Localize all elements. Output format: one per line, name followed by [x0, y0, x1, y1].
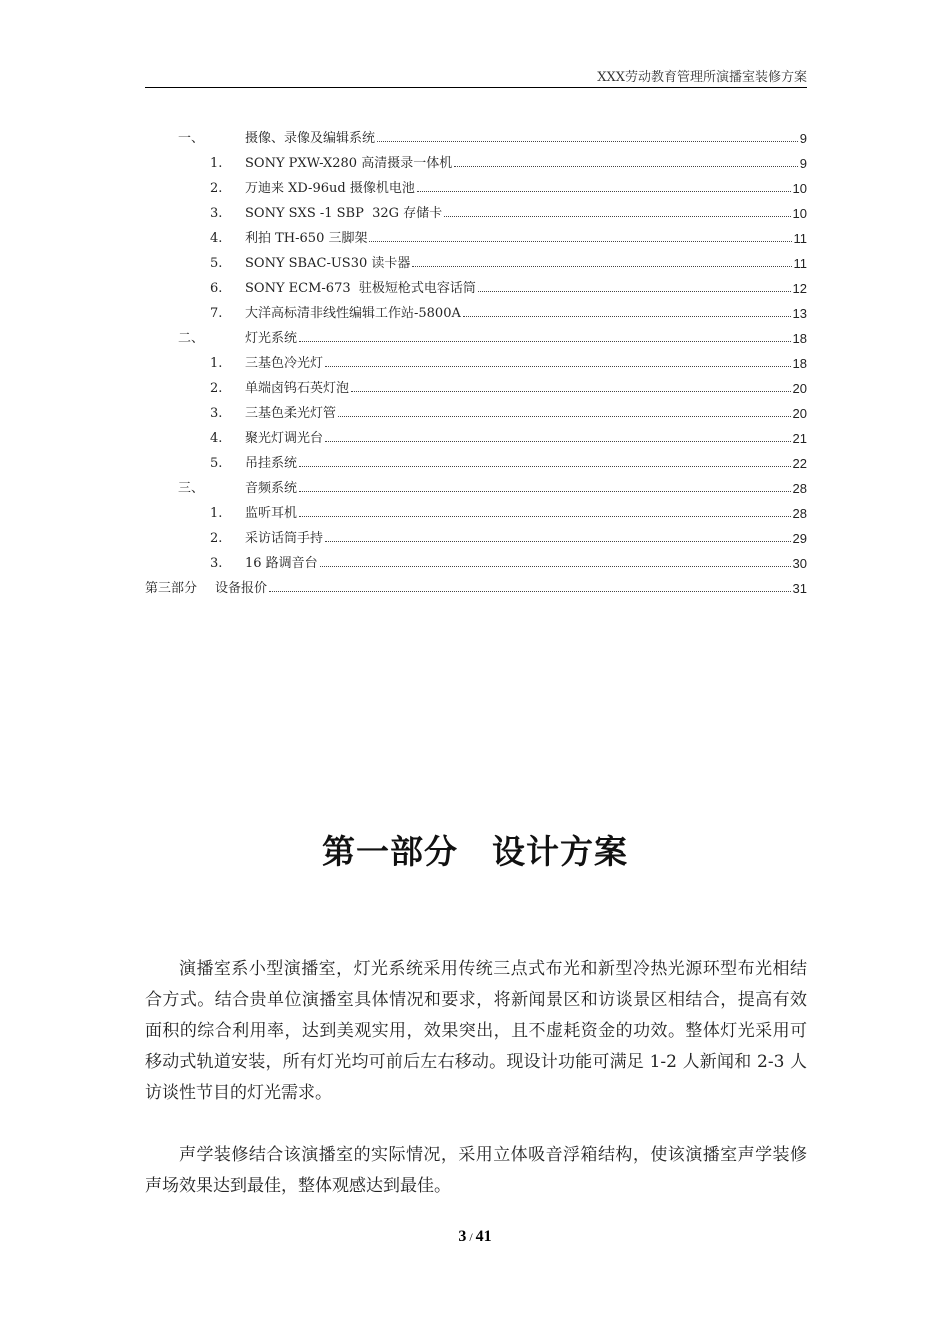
toc-entry-number: 5.: [210, 456, 223, 471]
toc-entry-number: 三、: [178, 481, 205, 496]
toc-entry-title: 万迪来 XD-96ud 摄像机电池: [245, 181, 415, 196]
toc-entry-page: 28: [792, 481, 807, 496]
toc-entry-title: 16 路调音台: [245, 556, 318, 571]
toc-entry[interactable]: [210, 201, 807, 221]
toc-leader-dots: [412, 266, 791, 267]
toc-entry-number: 3.: [210, 206, 223, 221]
toc-entry-page: 9: [799, 131, 807, 146]
toc-entry-page: 28: [792, 506, 807, 521]
toc-leader-dots: [269, 591, 791, 592]
toc-entry[interactable]: [210, 351, 807, 371]
toc-entry-number: 2.: [210, 381, 223, 396]
toc-leader-dots: [325, 366, 791, 367]
toc-entry[interactable]: [210, 226, 807, 246]
toc-entry-page: 13: [792, 306, 807, 321]
toc-entry-page: 10: [792, 181, 807, 196]
toc-leader-dots: [325, 441, 791, 442]
toc-entry-title: 摄像、录像及编辑系统: [245, 131, 376, 146]
header-rule: [145, 87, 807, 88]
toc-entry-number: 6.: [210, 281, 223, 296]
toc-entry-page: 11: [793, 231, 807, 246]
toc-entry[interactable]: [210, 251, 807, 271]
toc-entry-number: 1.: [210, 506, 223, 521]
toc-entry-number: 3.: [210, 406, 223, 421]
toc-entry[interactable]: [210, 451, 807, 471]
body-paragraph: 声学装修结合该演播室的实际情况，采用立体吸音浮箱结构，使该演播室声学装修声场效果达到最佳，整体观感达到最佳。: [145, 1145, 807, 1196]
toc-entry[interactable]: [178, 476, 807, 496]
toc-leader-dots: [478, 291, 791, 292]
toc-entry[interactable]: [178, 126, 807, 146]
toc-entry-page: 29: [792, 531, 807, 546]
toc-entry-title: SONY PXW-X280 高清摄录一体机: [245, 156, 453, 171]
toc-entry-title: 监听耳机: [245, 506, 298, 521]
toc-entry-number: 一、: [178, 131, 205, 146]
toc-entry-page: 12: [792, 281, 807, 296]
toc-entry-number: 4.: [210, 231, 223, 246]
toc-entry-title: 采访话筒手持: [245, 531, 324, 546]
toc-entry-number: 7.: [210, 306, 223, 321]
toc-entry-page: 18: [792, 356, 807, 371]
toc-entry[interactable]: [210, 551, 807, 571]
toc-entry[interactable]: [210, 526, 807, 546]
toc-leader-dots: [299, 341, 791, 342]
toc-entry-number: 3.: [210, 556, 223, 571]
toc-entry-title: 三基色柔光灯管: [245, 406, 337, 421]
toc-entry-number: 2.: [210, 181, 223, 196]
toc-entry-number: 4.: [210, 431, 223, 446]
toc-entry-number: 2.: [210, 531, 223, 546]
toc-entry-title: SONY SXS -1 SBP 32G 存储卡: [245, 206, 443, 221]
toc-entry-title: SONY SBAC-US30 读卡器: [245, 256, 411, 271]
toc-entry-page: 9: [799, 156, 807, 171]
page-separator: /: [466, 1230, 476, 1244]
toc-entry[interactable]: [210, 376, 807, 396]
toc-entry-number: 1.: [210, 156, 223, 171]
toc-leader-dots: [299, 466, 791, 467]
toc-entry-title: 大洋高标清非线性编辑工作站-5800A: [245, 306, 461, 321]
toc-entry-page: 31: [792, 581, 807, 596]
toc-entry-title: 设备报价: [215, 581, 268, 596]
toc-entry-title: SONY ECM-673 驻极短枪式电容话筒: [245, 281, 476, 296]
toc-entry[interactable]: [210, 426, 807, 446]
toc-entry-page: 30: [792, 556, 807, 571]
toc-leader-dots: [299, 516, 791, 517]
toc-entry[interactable]: [210, 151, 807, 171]
toc-entry-page: 20: [792, 406, 807, 421]
toc-entry[interactable]: [210, 401, 807, 421]
toc-leader-dots: [299, 491, 791, 492]
toc-entry[interactable]: [178, 326, 807, 346]
toc-entry-page: 21: [792, 431, 807, 446]
toc-entry-number: 5.: [210, 256, 223, 271]
toc-leader-dots: [377, 141, 798, 142]
toc-entry-title: 利拍 TH-650 三脚架: [245, 231, 368, 246]
toc-leader-dots: [463, 316, 791, 317]
toc-entry-page: 18: [792, 331, 807, 346]
toc-leader-dots: [369, 241, 791, 242]
document-header: [145, 66, 807, 87]
toc-entry[interactable]: [145, 576, 807, 596]
toc-entry-number: 第三部分: [145, 581, 198, 596]
toc-leader-dots: [325, 541, 791, 542]
toc-entry[interactable]: [210, 301, 807, 321]
header-title: XXX劳动教育管理所演播室装修方案: [597, 70, 807, 85]
toc-entry-number: 二、: [178, 331, 205, 346]
toc-leader-dots: [444, 216, 790, 217]
toc-entry-title: 三基色冷光灯: [245, 356, 324, 371]
toc-entry-page: 11: [793, 256, 807, 271]
page-number: [0, 1228, 950, 1246]
toc-leader-dots: [454, 166, 798, 167]
toc-leader-dots: [338, 416, 791, 417]
toc-entry[interactable]: [210, 501, 807, 521]
body-paragraph: 演播室系小型演播室，灯光系统采用传统三点式布光和新型冷热光源环型布光相结合方式。结合贵单位演播室具体情况和要求，将新闻景区和访谈景区相结合，提高有效面积的综合利用率，达到美观实用，效果突出，且不虚耗资金的功效。整体灯光采用可移动式轨道安装，所有灯光均可前后左右移动。现设计功能可满足 1-2 人新闻和 2-3 人访谈性节目的灯光需求。: [145, 959, 807, 1103]
toc-entry-page: 10: [792, 206, 807, 221]
toc-entry[interactable]: [210, 176, 807, 196]
toc-entry-title: 单端卤钨石英灯泡: [245, 381, 350, 396]
toc-leader-dots: [417, 191, 791, 192]
toc-leader-dots: [351, 391, 791, 392]
section-heading: 第一部分 设计方案: [322, 832, 628, 871]
page-current: 3: [458, 1228, 467, 1245]
toc-leader-dots: [320, 566, 791, 567]
toc-entry-title: 聚光灯调光台: [245, 431, 324, 446]
toc-entry-title: 灯光系统: [245, 331, 298, 346]
toc-entry-page: 22: [792, 456, 807, 471]
toc-entry-title: 吊挂系统: [245, 456, 298, 471]
toc-entry-title: 音频系统: [245, 481, 298, 496]
page-total: 41: [475, 1228, 492, 1245]
toc-entry-page: 20: [792, 381, 807, 396]
toc-entry[interactable]: [210, 276, 807, 296]
toc-entry-number: 1.: [210, 356, 223, 371]
